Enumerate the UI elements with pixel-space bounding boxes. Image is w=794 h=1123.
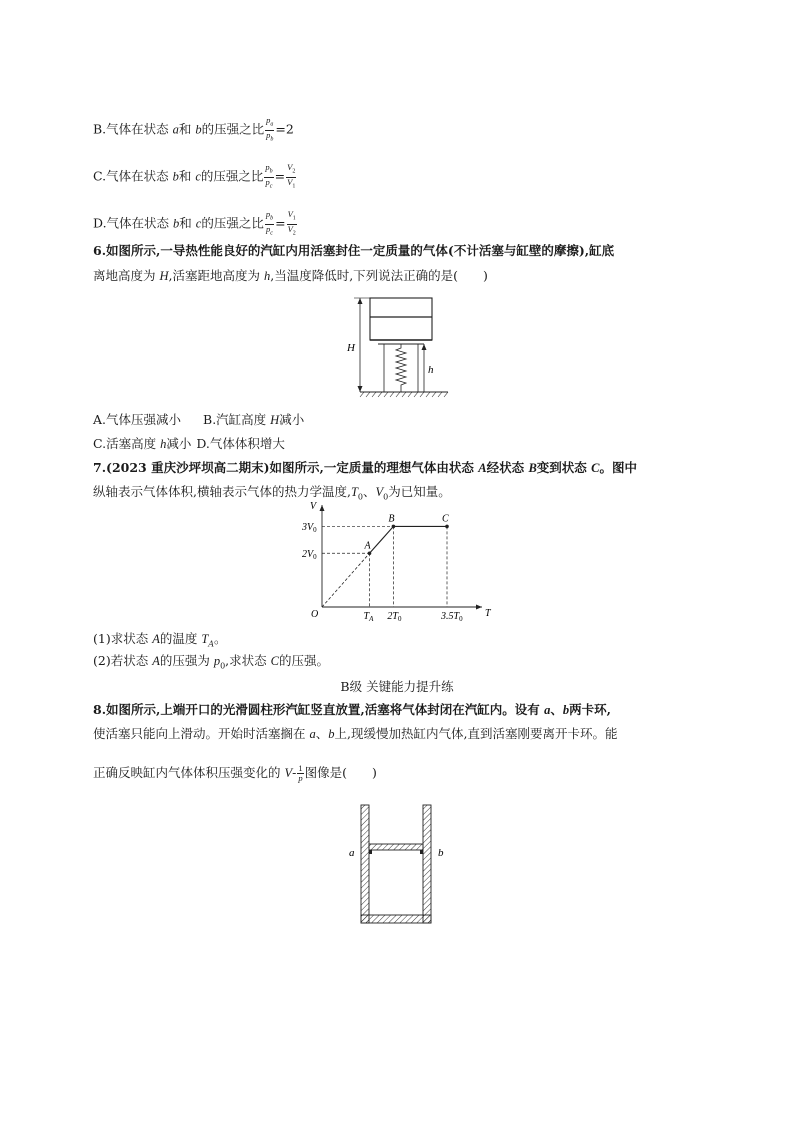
y-axis-arrow [320,505,325,511]
q5-option-d[interactable]: D.气体在状态 b和 c的压强之比 $\frac{p_b}{p_c}$ = $\frac{V_1}{V_2}$ [93,209,296,237]
q6-option-a[interactable]: A.气体压强减小 [93,412,182,427]
point-B [392,525,396,529]
q8-stem-line3: 正确反映缸内气体体积压强变化的 V- $\frac{1}{p}$ 图像是( ) [93,763,377,783]
q7-stem-line1: 7.(2023 重庆沙坪坝高二期末)如图所示,一定质量的理想气体由状态 A经状态 B变到状态 C。图中 [93,460,637,475]
point-label-C: C [442,513,449,525]
q6-stem-line2: 离地高度为 H,活塞距地高度为 h,当温度降低时,下列说法正确的是( ) [93,268,488,283]
q6-option-b[interactable]: B.汽缸高度 H减小 [203,412,305,427]
q8-stem-line2: 使活塞只能向上滑动。开始时活塞搁在 a、b上,现缓慢加热缸内气体,直到活塞刚要离开卡环。能 [93,726,618,741]
fig-label-b: b [438,847,444,859]
pressure-ratio-fraction: $\frac{p_b}{p_c}$ [265,209,274,237]
y-tick-label: $3V_0$ [302,521,317,534]
y-tick-label: $2V_0$ [302,548,317,561]
point-C [445,525,449,529]
x-tick-label: $2T_0$ [387,611,402,623]
inverse-pressure-fraction: $\frac{1}{p}$ [298,763,303,783]
q6-cylinder-figure [340,295,460,405]
pressure-ratio-fraction: $\frac{p_b}{p_c}$ [265,162,273,190]
q6-options-row1 [93,411,304,429]
q7-sub1: (1)求状态 A的温度 $T_A$。 [93,631,227,649]
section-heading: B级 关键能力提升练 [340,679,454,694]
q7-stem-line2: 纵轴表示气体体积,横轴表示气体的热力学温度$,T_0$、$V_0$为已知量。 [93,484,451,502]
fig-label-H: H [347,342,355,354]
q8-stem-line1: 8.如图所示,上端开口的光滑圆柱形汽缸竖直放置,活塞将气体封闭在汽缸内。设有 a、b两卡环, [93,702,611,717]
q8-cylinder-figure [345,802,455,927]
q7-vt-chart [300,503,490,623]
q5-option-c[interactable]: C.气体在状态 b和 c的压强之比 $\frac{p_b}{p_c}$ = $\frac{V_2}{V_1}$ [93,162,296,190]
point-A [368,551,372,555]
q7-sub2: (2)若状态 A的压强为 $p_0$,求状态 C的压强。 [93,653,329,671]
fig-label-a: a [349,847,355,859]
x-axis-label: T [485,608,491,619]
y-axis-label: V [310,501,317,512]
volume-ratio-fraction: $\frac{V_1}{V_2}$ [287,209,296,237]
fig-label-h: h [428,364,434,376]
q5-option-b[interactable]: B.气体在状态 a和 b的压强之比 $\frac{p_a}{p_b}$ =2 [93,115,294,143]
origin-label: O [311,609,319,620]
q6-option-d[interactable]: D.气体体积增大 [196,436,285,451]
x-tick-label: $3.5T_0$ [441,611,463,623]
pressure-ratio-fraction: $\frac{p_a}{p_b}$ [266,115,274,143]
q6-stem-line1: 6.如图所示,一导热性能良好的汽缸内用活塞封住一定质量的气体(不计活塞与缸壁的摩擦),缸底 [93,243,615,258]
x-axis-arrow [476,605,482,610]
extension-dashed-line [322,553,370,607]
volume-ratio-fraction: $\frac{V_2}{V_1}$ [287,162,296,190]
process-line [370,526,448,553]
q6-option-c[interactable]: C.活塞高度 h减小 [93,436,192,451]
x-tick-label: $T_A$ [363,611,374,623]
point-label-A: A [364,540,371,552]
q6-options-row2 [93,435,285,453]
point-label-B: B [388,513,395,525]
